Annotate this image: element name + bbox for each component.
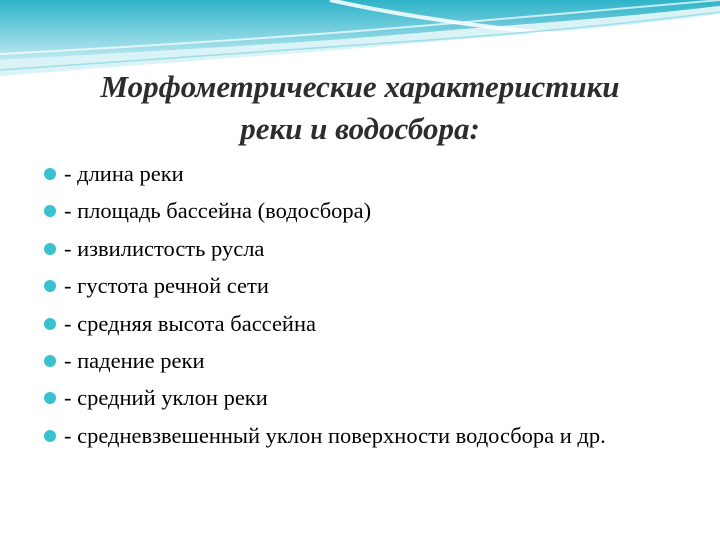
list-item-text: - площадь бассейна (водосбора) — [64, 198, 372, 224]
slide-title-line-2: реки и водосбора: — [240, 111, 480, 146]
bullet-dot-icon — [44, 355, 56, 367]
bullet-list — [44, 158, 694, 452]
list-item — [44, 420, 694, 452]
bullet-dot-icon — [44, 430, 56, 442]
list-item — [44, 345, 694, 382]
bullet-dot-icon — [44, 392, 56, 404]
bullet-dot-icon — [44, 205, 56, 217]
list-item-text: - извилистость русла — [64, 235, 265, 261]
slide-title-line-1: Морфометрические характеристики — [100, 69, 620, 104]
bullet-dot-icon — [44, 280, 56, 292]
list-item-text: - средневзвешенный уклон поверхности водосбора и др. — [64, 422, 606, 448]
list-item-text: - длина реки — [64, 161, 184, 186]
bullet-dot-icon — [44, 243, 56, 255]
list-item-text: - густота речной сети — [64, 273, 269, 299]
list-item — [44, 308, 694, 345]
slide-title — [0, 66, 720, 150]
list-item-text: - средняя высота бассейна — [64, 310, 316, 336]
bullet-dot-icon — [44, 318, 56, 330]
bullet-dot-icon — [44, 168, 56, 180]
list-item — [44, 233, 694, 270]
list-item-text: - средний уклон реки — [64, 385, 268, 411]
list-item — [44, 270, 694, 307]
list-item — [44, 195, 694, 232]
list-item — [44, 382, 694, 419]
list-item-text: - падение реки — [64, 347, 205, 373]
list-item — [44, 158, 694, 195]
